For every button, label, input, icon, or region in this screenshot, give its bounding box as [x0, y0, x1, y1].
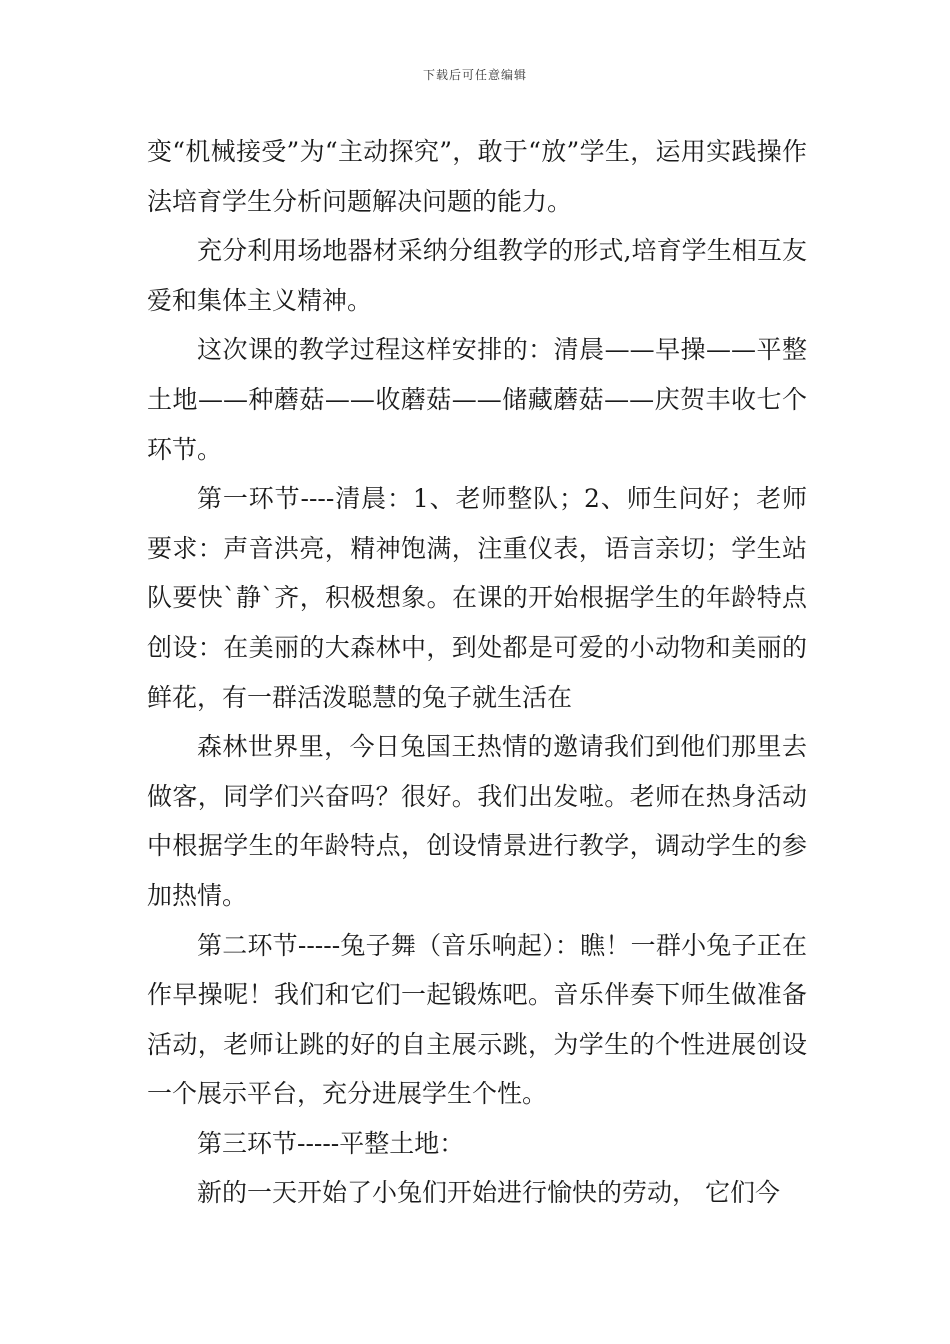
paragraph-3: 这次课的教学过程这样安排的：清晨——早操——平整土地——种蘑菇——收蘑菇——储藏蘑菇——庆贺丰收七个环节。 [147, 335, 807, 464]
document-body [147, 127, 807, 1218]
paragraph-5: 森林世界里，今日兔国王热情的邀请我们到他们那里去做客，同学们兴奋吗？很好。我们出发啦。老师在热身活动中根据学生的年龄特点，创设情景进行教学，调动学生的参加热情。 [147, 732, 807, 910]
page-header: 下载后可任意编辑 [422, 68, 527, 82]
paragraph-1: 变“机械接受”为“主动探究”，敢于“放”学生，运用实践操作法培育学生分析问题解决问题的能力。 [147, 137, 807, 216]
paragraph-7: 第三环节-----平整土地： [197, 1128, 465, 1158]
paragraph-4: 第一环节----清晨：1、老师整队；2、师生问好；老师要求：声音洪亮，精神饱满，注重仪表，语言亲切；学生站队要快`静`齐，积极想象。在课的开始根据学生的年龄特点创设：在美丽的大森林中，到处都是可爱的小动物和美丽的鲜花，有一群活泼聪慧的兔子就生活在 [147, 484, 807, 712]
paragraph-8: 新的一天开始了小兔们开始进行愉快的劳动， 它们今 [197, 1178, 780, 1208]
paragraph-2: 充分利用场地器材采纳分组教学的形式,培育学生相互友爱和集体主义精神。 [147, 236, 807, 315]
paragraph-6: 第二环节-----兔子舞（音乐响起）：瞧！一群小兔子正在作早操呢！我们和它们一起锻炼吧。音乐伴奏下师生做准备活动，老师让跳的好的自主展示跳，为学生的个性进展创设一个展示平台，充分进展学生个性。 [147, 930, 807, 1109]
